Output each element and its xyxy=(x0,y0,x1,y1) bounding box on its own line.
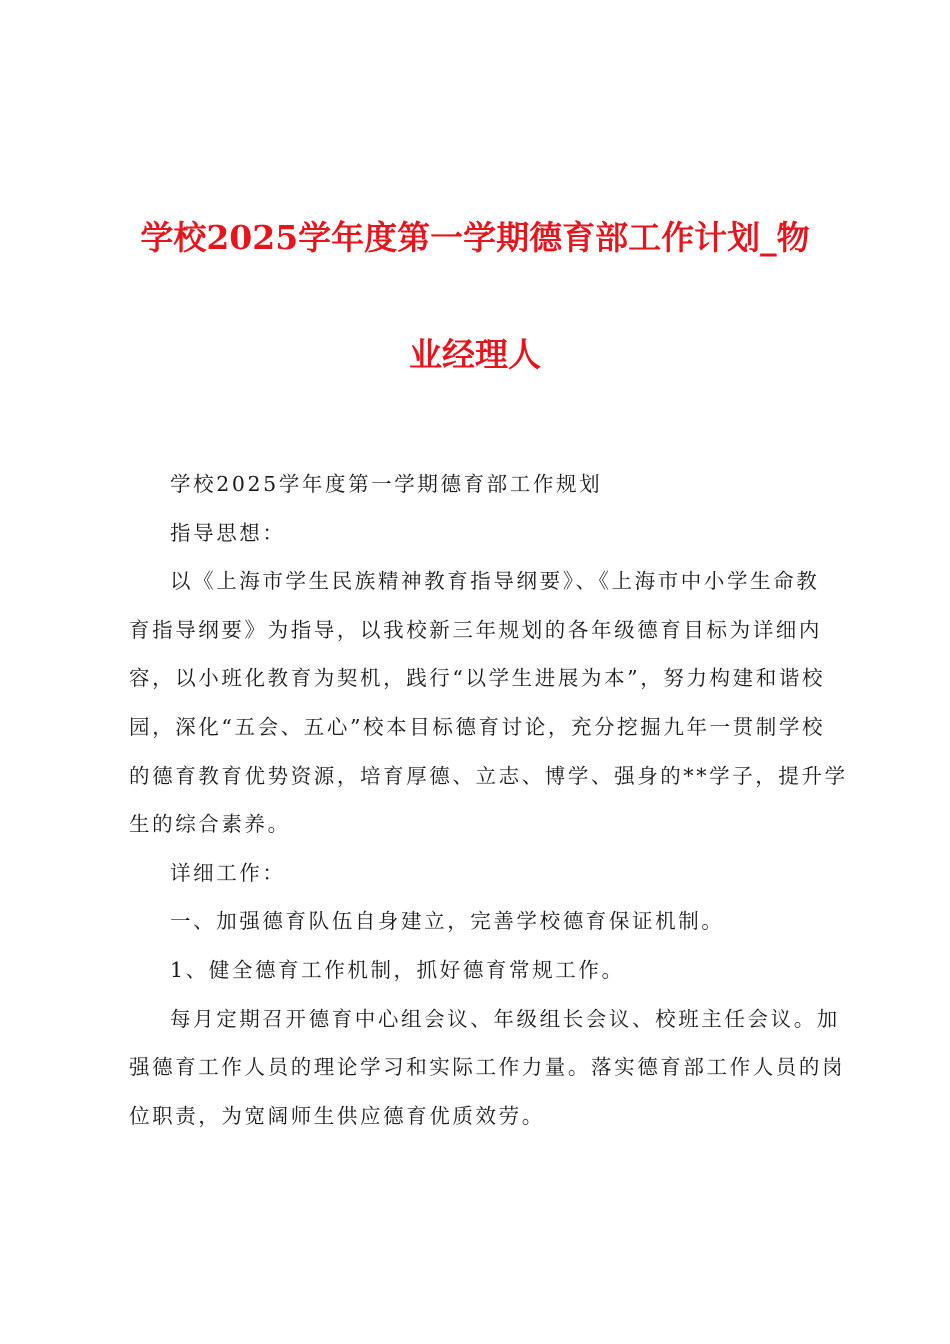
paragraph-line: 位职责，为宽阔师生供应德育优质效劳。 xyxy=(129,1103,545,1128)
paragraph-guiding-thought-heading: 指导思想： xyxy=(170,520,286,545)
paragraph-section-one-heading: 一、加强德育队伍自身建立，完善学校德育保证机制。 xyxy=(170,909,725,934)
paragraph-plan-heading: 学校2025学年度第一学期德育部工作规划 xyxy=(170,472,603,496)
document-title-line-2: 业经理人 xyxy=(409,335,541,374)
paragraph-detailed-work-heading: 详细工作： xyxy=(170,860,286,885)
paragraph-line: 每月定期召开德育中心组会议、年级组长会议、校班主任会议。加 xyxy=(170,1006,840,1031)
paragraph-item-one-heading: 1、健全德育工作机制，抓好德育常规工作。 xyxy=(170,957,625,982)
paragraph-line: 容，以小班化教育为契机，践行“以学生进展为本”，努力构建和谐校 xyxy=(129,666,826,691)
document-title-line-1: 学校2025学年度第一学期德育部工作计划_物 xyxy=(140,218,810,257)
paragraph-line: 的德育教育优势资源，培育厚德、立志、博学、强身的**学子，提升学 xyxy=(129,763,848,788)
paragraph-line: 育指导纲要》为指导，以我校新三年规划的各年级德育目标为详细内 xyxy=(129,617,822,642)
paragraph-line: 强德育工作人员的理论学习和实际工作力量。落实德育部工作人员的岗 xyxy=(129,1055,846,1080)
document-body xyxy=(129,460,848,1140)
paragraph-line: 以《上海市学生民族精神教育指导纲要》、《上海市中小学生命教 xyxy=(170,569,820,594)
paragraph-guiding-thought xyxy=(129,557,848,849)
paragraph-monthly-meetings xyxy=(129,995,846,1141)
paragraph-line: 生的综合素养。 xyxy=(129,812,291,837)
paragraph-line: 园，深化“五会、五心”校本目标德育讨论，充分挖掘九年一贯制学校 xyxy=(129,714,826,739)
